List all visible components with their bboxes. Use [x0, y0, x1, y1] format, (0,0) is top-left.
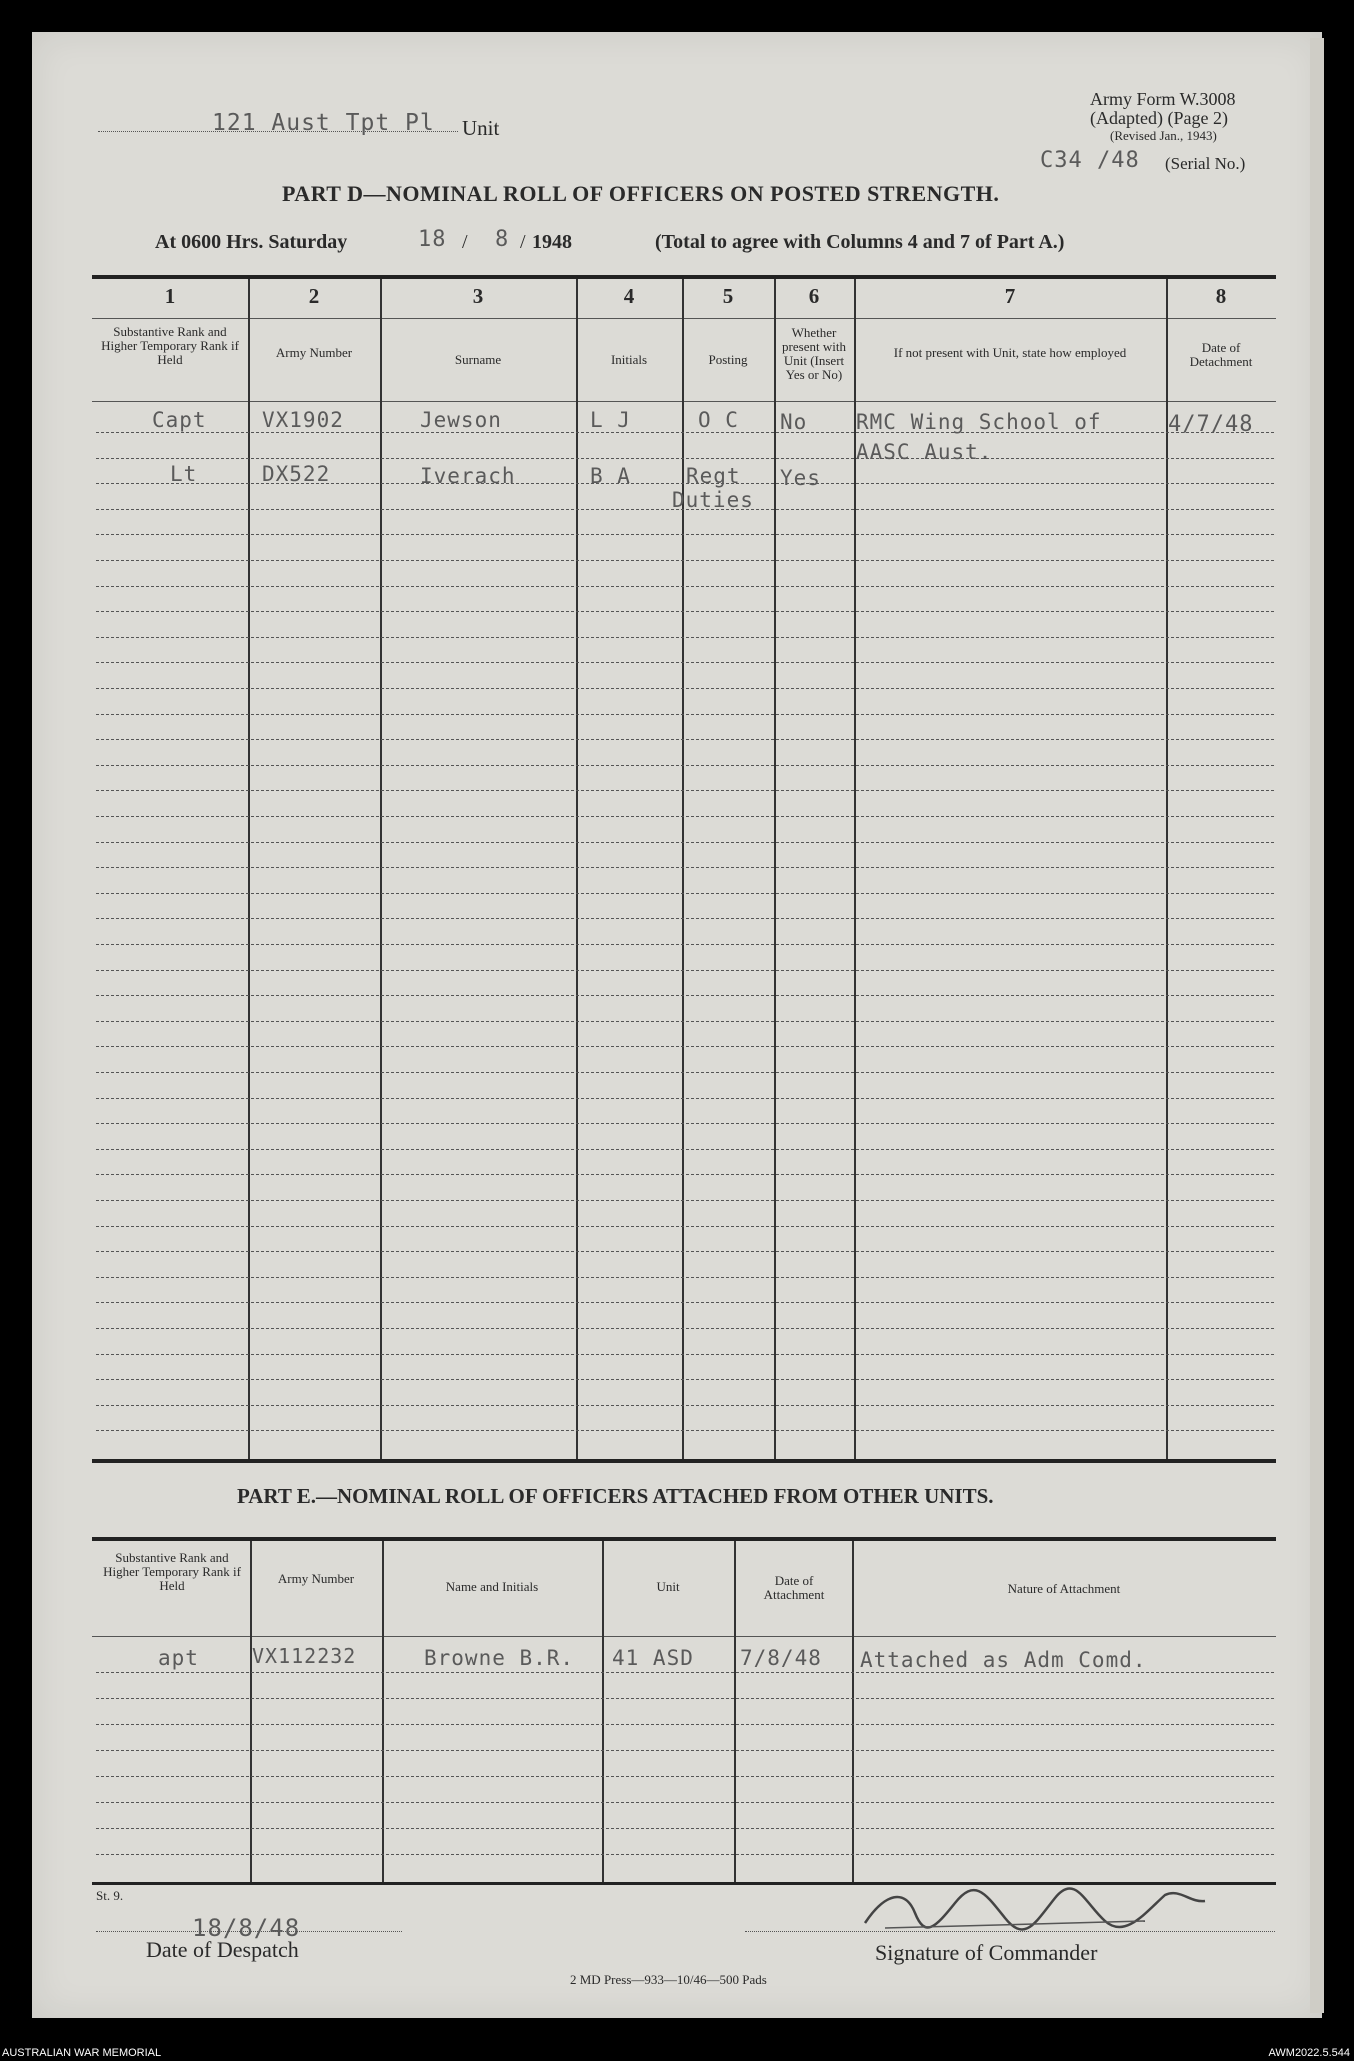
- ruled-line: [96, 534, 1274, 535]
- col-header-army-number: Army Number: [275, 345, 353, 360]
- roll-year: 1948: [532, 231, 572, 253]
- e-row1-rank: apt: [158, 1646, 199, 1670]
- col-num-4: 4: [623, 284, 635, 308]
- row2-initials: B A: [590, 464, 631, 488]
- row2-rank: Lt: [170, 462, 198, 486]
- commander-signature: [845, 1883, 1225, 1938]
- row1-employed-2: AASC Aust.: [856, 440, 993, 464]
- ruled-line: [96, 1354, 1274, 1355]
- row1-employed: RMC Wing School of: [856, 410, 1102, 434]
- ruled-line: [96, 1302, 1274, 1303]
- ruled-line: [96, 918, 1274, 919]
- ruled-line: [96, 1828, 1274, 1829]
- roll-day: 18: [418, 227, 447, 252]
- ruled-line: [96, 458, 1274, 459]
- e-header-army-number: Army Number: [277, 1571, 355, 1586]
- ruled-line: [96, 867, 1274, 868]
- form-revised: (Revised Jan., 1943): [1110, 128, 1217, 143]
- ruled-line: [96, 1149, 1274, 1150]
- ruled-line: [96, 1251, 1274, 1252]
- ruled-line: [96, 1098, 1274, 1099]
- col-header-present: Whether present with Unit (Insert Yes or No): [782, 325, 846, 382]
- despatch-date: 18/8/48: [192, 1914, 301, 1942]
- e-header-rank: Substantive Rank and Higher Temporary Rank if Held: [103, 1550, 241, 1593]
- e-row1-nature: Attached as Adm Comd.: [860, 1648, 1147, 1672]
- col-header-rank: Substantive Rank and Higher Temporary Rank if Held: [101, 324, 239, 367]
- col-header-employed: If not present with Unit, state how employed: [893, 345, 1127, 360]
- e-header-unit: Unit: [656, 1579, 680, 1594]
- ruled-line: [96, 688, 1274, 689]
- col-header-detachment: Date of Detachment: [1189, 340, 1253, 369]
- col-num-2: 2: [308, 284, 320, 308]
- serial-value: C34 /48: [1040, 148, 1140, 173]
- e-row1-date: 7/8/48: [740, 1646, 822, 1670]
- part-d-title: PART D—NOMINAL ROLL OF OFFICERS ON POSTED STRENGTH.: [282, 181, 1000, 206]
- archive-bar: [0, 2046, 1354, 2061]
- e-header-date: Date of Attachment: [763, 1573, 825, 1602]
- ruled-line: [96, 611, 1274, 612]
- page-edge: [1310, 38, 1324, 2013]
- ruled-line: [96, 1724, 1274, 1725]
- e-header-name: Name and Initials: [445, 1579, 539, 1594]
- ruled-line: [96, 1072, 1274, 1073]
- ruled-line: [96, 1405, 1274, 1406]
- col-num-3: 3: [472, 284, 484, 308]
- ruled-line: [96, 1123, 1274, 1124]
- part-d-bottom-rule: [92, 1459, 1276, 1463]
- ruled-line: [96, 1328, 1274, 1329]
- ruled-line: [96, 970, 1274, 971]
- ruled-line: [96, 739, 1274, 740]
- archive-left: AUSTRALIAN WAR MEMORIAL: [2, 2047, 162, 2059]
- ruled-line: [96, 842, 1274, 843]
- ruled-line: [96, 1854, 1274, 1855]
- ruled-line: [96, 1046, 1274, 1047]
- ruled-line: [96, 1430, 1274, 1431]
- unit-value: 121 Aust Tpt Pl: [212, 110, 435, 136]
- ruled-line: [96, 816, 1274, 817]
- row2-army-number: DX522: [262, 462, 331, 486]
- ruled-line: [96, 637, 1274, 638]
- ruled-line: [96, 1021, 1274, 1022]
- part-d-top-rule: [92, 275, 1276, 279]
- ruled-line: [96, 765, 1274, 766]
- archive-right: AWM2022.5.544: [1268, 2047, 1350, 2059]
- ruled-line: [96, 662, 1274, 663]
- row1-date: 4/7/48: [1168, 412, 1254, 437]
- row2-posting-2: Duties: [672, 488, 754, 512]
- serial-label: (Serial No.): [1165, 154, 1246, 173]
- ruled-line: [96, 1802, 1274, 1803]
- ruled-line: [96, 1698, 1274, 1699]
- form-adapted: (Adapted) (Page 2): [1090, 108, 1228, 128]
- row2-surname: Iverach: [420, 464, 516, 488]
- ruled-line: [96, 893, 1274, 894]
- ruled-line: [96, 1226, 1274, 1227]
- unit-label: Unit: [462, 116, 500, 140]
- row1-army-number: VX1902: [262, 408, 344, 432]
- signature-label: Signature of Commander: [875, 1940, 1098, 1965]
- row1-initials: L J: [590, 408, 631, 432]
- col-num-6: 6: [808, 284, 820, 308]
- ruled-line: [96, 714, 1274, 715]
- st-code: St. 9.: [96, 1888, 124, 1903]
- ruled-line: [96, 1776, 1274, 1777]
- form-number: Army Form W.3008: [1090, 89, 1236, 109]
- row2-present: Yes: [780, 466, 821, 490]
- col-header-posting: Posting: [708, 352, 748, 367]
- ruled-line: [96, 560, 1274, 561]
- col-num-8: 8: [1215, 284, 1227, 308]
- part-e-title: PART E.—NOMINAL ROLL OF OFFICERS ATTACHED FROM OTHER UNITS.: [237, 1484, 994, 1508]
- ruled-line: [96, 1672, 1274, 1673]
- roll-month: 8: [495, 227, 510, 252]
- row1-posting: O C: [698, 408, 739, 432]
- ruled-line: [96, 1379, 1274, 1380]
- despatch-label: Date of Despatch: [146, 1937, 299, 1962]
- total-note: (Total to agree with Columns 4 and 7 of Part A.): [655, 231, 1065, 253]
- ruled-line: [96, 1277, 1274, 1278]
- col-header-surname: Surname: [454, 352, 502, 367]
- ruled-line: [96, 995, 1274, 996]
- col-num-1: 1: [164, 284, 176, 308]
- e-header-nature: Nature of Attachment: [1007, 1581, 1121, 1596]
- ruled-line: [96, 586, 1274, 587]
- e-row1-army-number: VX112232: [252, 1644, 357, 1668]
- row1-rank: Capt: [152, 408, 207, 432]
- ruled-line: [96, 1174, 1274, 1175]
- e-row1-name: Browne B.R.: [424, 1646, 575, 1670]
- col-header-initials: Initials: [610, 352, 648, 367]
- row1-present: No: [780, 410, 808, 434]
- ruled-line: [96, 944, 1274, 945]
- ruled-line: [96, 1750, 1274, 1751]
- at-text: At 0600 Hrs. Saturday: [155, 231, 348, 253]
- part-e-top-rule: [92, 1537, 1276, 1541]
- ruled-line: [96, 790, 1274, 791]
- col-num-7: 7: [1004, 284, 1016, 308]
- ruled-line: [96, 1200, 1274, 1201]
- col-num-5: 5: [722, 284, 734, 308]
- press-line: 2 MD Press—933—10/46—500 Pads: [570, 1972, 767, 1987]
- e-row1-unit: 41 ASD: [612, 1646, 694, 1670]
- row2-posting: Regt: [686, 464, 741, 488]
- row1-surname: Jewson: [420, 408, 502, 432]
